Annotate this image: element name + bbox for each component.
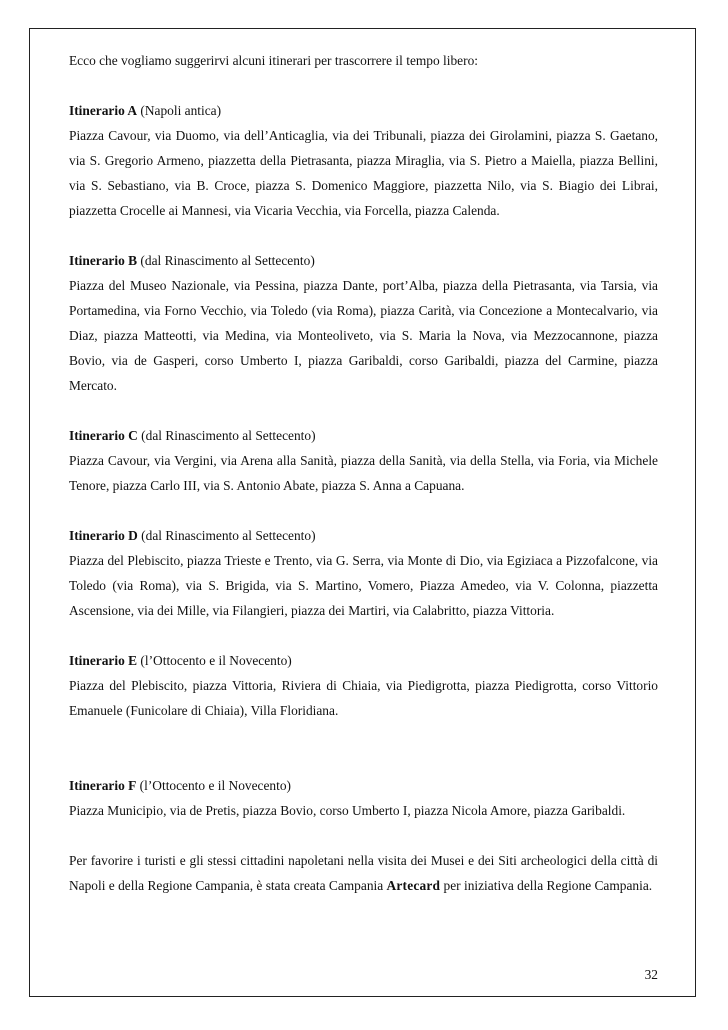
itinerary-label: Itinerario E <box>69 653 138 668</box>
closing-paragraph <box>69 848 658 898</box>
itinerary-subtitle: (l’Ottocento e il Novecento) <box>136 778 291 793</box>
artecard-term: Artecard <box>386 878 441 893</box>
itinerary-heading <box>69 248 658 273</box>
itinerary-heading <box>69 648 658 673</box>
itinerary-route: Piazza Municipio, via de Pretis, piazza Bovio, corso Umberto I, piazza Nicola Amore, piazza Garibaldi. <box>69 803 626 818</box>
itinerary-subtitle: (Napoli antica) <box>137 103 222 118</box>
itinerary-label: Itinerario F <box>69 778 137 793</box>
intro-text: Ecco che vogliamo suggerirvi alcuni itinerari per trascorrere il tempo libero: <box>69 53 478 68</box>
itinerary-subtitle: (l’Ottocento e il Novecento) <box>137 653 292 668</box>
closing-text-after: per iniziativa della Regione Campania. <box>440 878 653 893</box>
itinerary-c <box>69 423 658 498</box>
page-content <box>69 48 658 898</box>
itinerary-route: Piazza del Museo Nazionale, via Pessina, piazza Dante, port’Alba, piazza della Pietrasanta, via Tarsia, via Portamedina, via Forno Vecchio, via Toledo (via Roma), piazza Carità, via Concezione a Montecalvario, via Diaz, piazza Matteotti, via Medina, via Monteoliveto, via S. Maria la Nova, via Mezzocannone, piazza Bovio, via de Gasperi, corso Umberto I, piazza Garibaldi, corso Garibaldi, piazza del Carmine, piazza Mercato. <box>69 278 658 393</box>
itinerary-a <box>69 98 658 223</box>
itinerary-heading <box>69 773 658 798</box>
itinerary-route: Piazza del Plebiscito, piazza Trieste e Trento, via G. Serra, via Monte di Dio, via Egiziaca a Pizzofalcone, via Toledo (via Roma), via S. Brigida, via S. Martino, Vomero, Piazza Amedeo, via V. Colonna, piazzetta Ascensione, via dei Mille, via Filangieri, piazza dei Martiri, via Calabritto, piazza Vittoria. <box>69 553 658 618</box>
itinerary-label: Itinerario B <box>69 253 138 268</box>
itinerary-e <box>69 648 658 723</box>
itinerary-heading <box>69 98 658 123</box>
itinerary-subtitle: (dal Rinascimento al Settecento) <box>137 428 316 443</box>
itinerary-route: Piazza Cavour, via Duomo, via dell’Anticaglia, via dei Tribunali, piazza dei Girolamini, piazza S. Gaetano, via S. Gregorio Armeno, piazzetta della Pietrasanta, piazza Miraglia, via S. Pietro a Maiella, piazza Bellini, via S. Sebastiano, via B. Croce, piazza S. Domenico Maggiore, piazzetta Nilo, via S. Biagio dei Librai, piazzetta Crocelle ai Mannesi, via Vicaria Vecchia, via Forcella, piazza Calenda. <box>69 128 658 218</box>
itinerary-label: Itinerario D <box>69 528 138 543</box>
itinerary-subtitle: (dal Rinascimento al Settecento) <box>137 253 315 268</box>
itinerary-heading <box>69 523 658 548</box>
itinerary-label: Itinerario C <box>69 428 138 443</box>
itinerary-f <box>69 773 658 823</box>
itinerary-route: Piazza Cavour, via Vergini, via Arena alla Sanità, piazza della Sanità, via della Stella, via Foria, via Michele Tenore, piazza Carlo III, via S. Antonio Abate, piazza S. Anna a Capuana. <box>69 453 658 493</box>
itinerary-d <box>69 523 658 623</box>
itinerary-heading <box>69 423 658 448</box>
page-number: 32 <box>644 967 658 982</box>
itinerary-subtitle: (dal Rinascimento al Settecento) <box>137 528 316 543</box>
itinerary-b <box>69 248 658 398</box>
itinerary-route: Piazza del Plebiscito, piazza Vittoria, Riviera di Chiaia, via Piedigrotta, piazza Piedigrotta, corso Vittorio Emanuele (Funicolare di Chiaia), Villa Floridiana. <box>69 678 658 718</box>
closing-text-before: Per favorire i turisti e gli stessi cittadini napoletani nella visita dei Musei e dei Siti archeologici della città di Napoli e della Regione Campania, è stata creata Campania <box>69 853 658 893</box>
itinerary-label: Itinerario A <box>69 103 138 118</box>
